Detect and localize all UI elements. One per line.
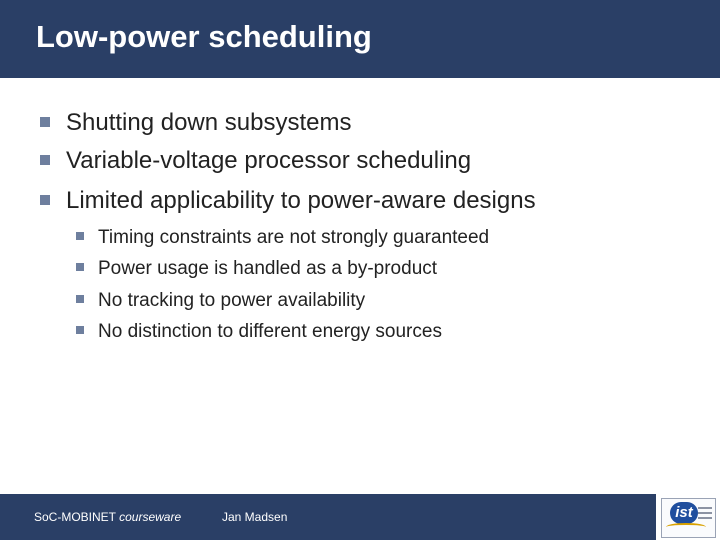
square-bullet-icon	[40, 117, 50, 127]
square-bullet-icon	[76, 263, 84, 271]
square-bullet-icon	[40, 195, 50, 205]
ist-logo	[657, 494, 720, 540]
square-bullet-icon	[40, 155, 50, 165]
footer-author: Jan Madsen	[222, 510, 288, 524]
footer-bar	[0, 494, 656, 540]
square-bullet-icon	[76, 232, 84, 240]
logo-swoosh-icon	[666, 523, 706, 531]
bullet-item	[40, 146, 471, 176]
sub-bullet-text: No distinction to different energy sources	[98, 321, 442, 342]
bullet-text: Limited applicability to power-aware designs	[66, 187, 536, 214]
logo-lines-icon	[698, 507, 712, 522]
sub-bullet-item	[76, 320, 442, 344]
bullet-text: Variable-voltage processor scheduling	[66, 147, 472, 174]
sub-bullet-item	[76, 257, 437, 281]
bullet-text: Shutting down subsystems	[66, 109, 352, 136]
square-bullet-icon	[76, 295, 84, 303]
sub-bullet-text: Power usage is handled as a by-product	[98, 258, 438, 279]
logo-frame	[661, 498, 716, 538]
sub-bullet-item	[76, 226, 489, 250]
footer-course-label	[34, 510, 181, 524]
course-suffix: courseware	[119, 510, 182, 524]
bullet-item	[40, 186, 536, 216]
bullet-item	[40, 108, 351, 138]
sub-bullet-text: No tracking to power availability	[98, 290, 366, 311]
ist-logo-icon: ist	[670, 502, 698, 524]
course-name: SoC-MOBINET	[34, 510, 120, 524]
slide-title: Low-power scheduling	[36, 19, 372, 54]
sub-bullet-item	[76, 289, 365, 313]
square-bullet-icon	[76, 326, 84, 334]
sub-bullet-text: Timing constraints are not strongly guaranteed	[98, 227, 490, 248]
